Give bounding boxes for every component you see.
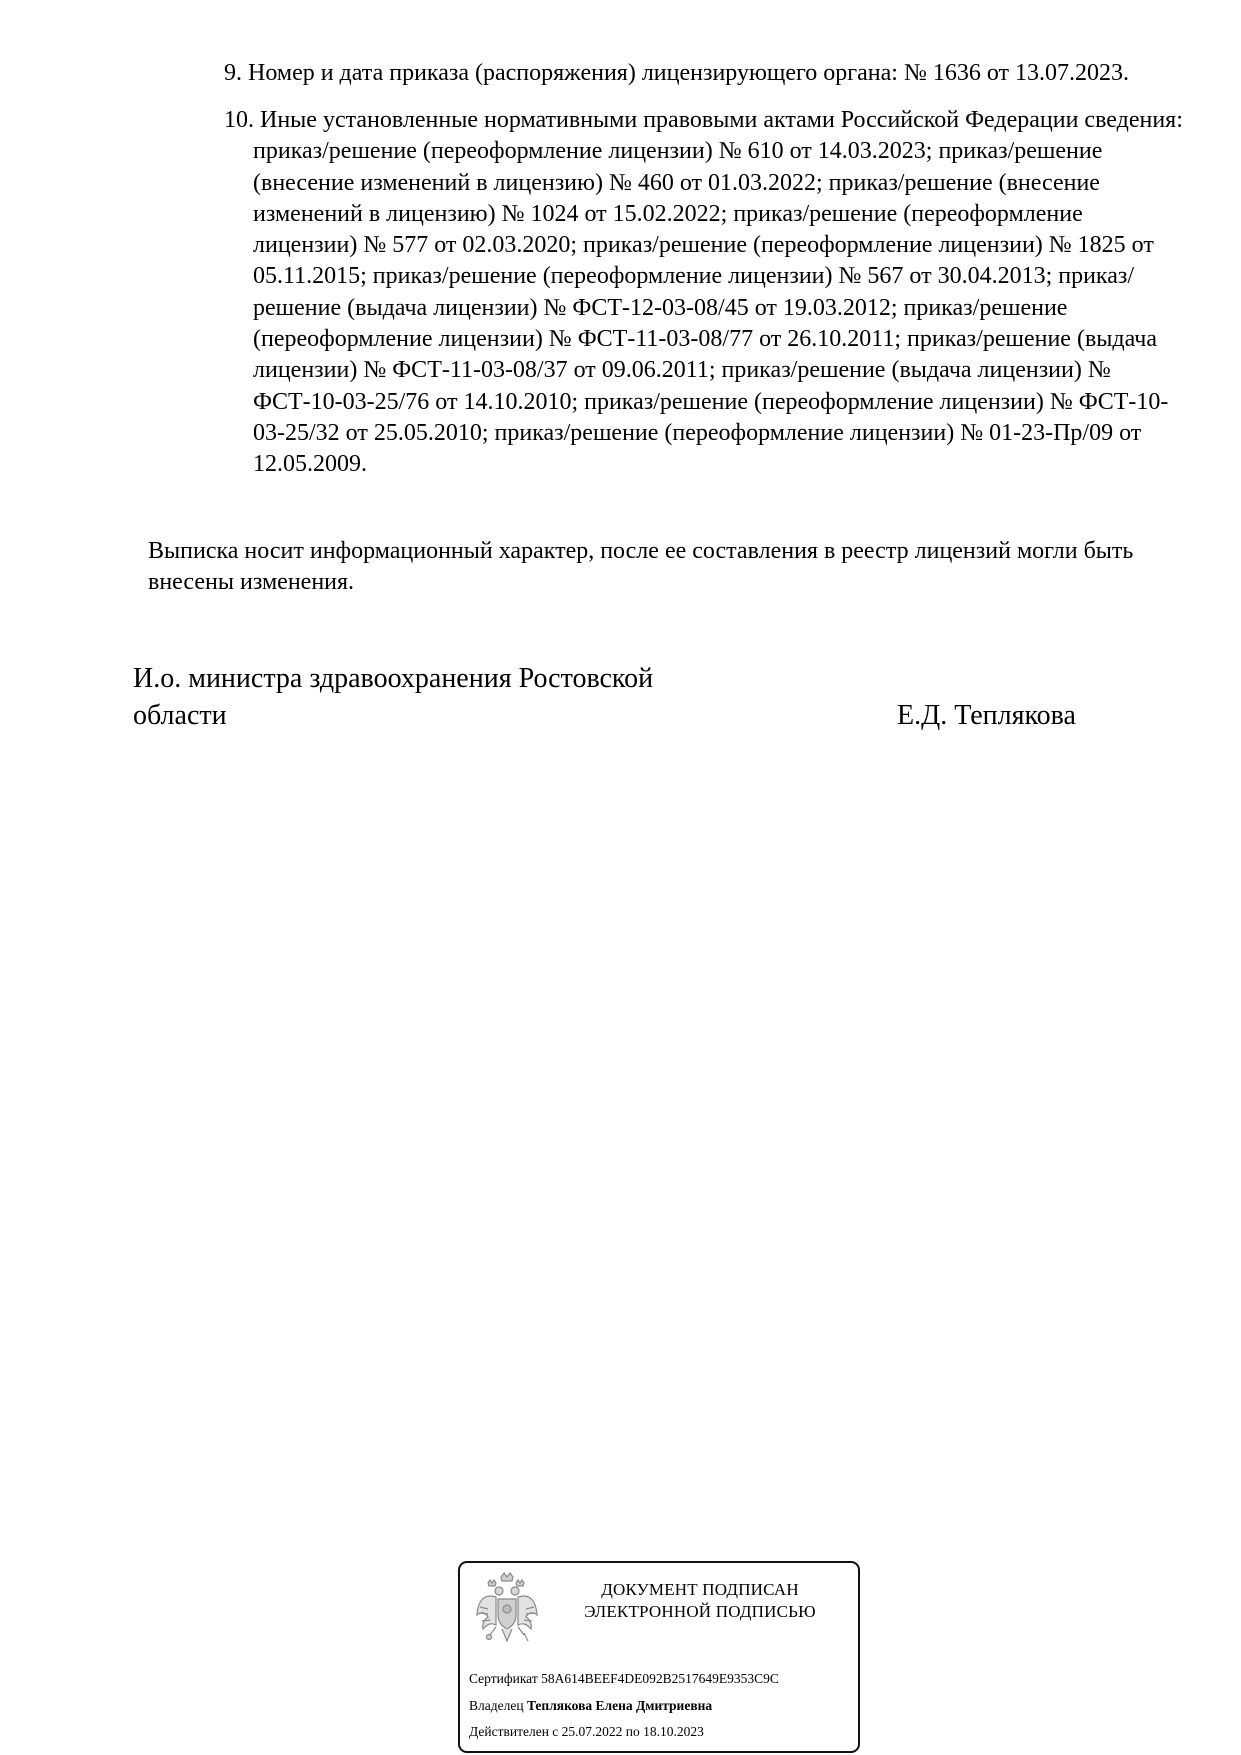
stamp-title bbox=[560, 1579, 840, 1623]
owner-label: Владелец bbox=[469, 1698, 524, 1713]
signatory-name: Е.Д. Теплякова bbox=[897, 700, 1076, 731]
item-10-text: Иные установленные нормативными правовыми актами Российской Федерации сведения: приказ/решение (переоформление лицензии) № 610 от 14.03.2023; приказ/решение (внесение изменений в лицензию) № 460 от 01.03.2022; приказ/решение (внесение изменений в лицензию) № 1024 от 15.02.2022; приказ/решение (переоформление лицензии) № 577 от 02.03.2020; приказ/решение (переоформление лицензии) № 1825 от 05.11.2015; приказ/решение (переоформление лицензии) № 567 от 30.04.2013; приказ/решение (выдача лицензии) № ФСТ-12-03-08/45 от 19.03.2012; приказ/решение (переоформление лицензии) № ФСТ-11-03-08/77 от 26.10.2011; приказ/решение (выдача лицензии) № ФСТ-11-03-08/37 от 09.06.2011; приказ/решение (выдача лицензии) № ФСТ-10-03-25/76 от 14.10.2010; приказ/решение (переоформление лицензии) № ФСТ-10-03-25/32 от 25.05.2010; приказ/решение (переоформление лицензии) № 01-23-Пр/09 от 12.05.2009. bbox=[253, 107, 1183, 478]
owner-line bbox=[469, 1697, 712, 1715]
owner-value: Теплякова Елена Дмитриевна bbox=[526, 1698, 713, 1713]
certificate-label: Сертификат bbox=[469, 1671, 538, 1686]
certificate-value: 58A614BEEF4DE092B2517649E9353C9C bbox=[541, 1671, 779, 1686]
stamp-title-line-1: ДОКУМЕНТ ПОДПИСАН bbox=[601, 1580, 799, 1599]
stamp-title-line-2: ЭЛЕКТРОННОЙ ПОДПИСЬЮ bbox=[584, 1602, 816, 1621]
item-9-text: Номер и дата приказа (распоряжения) лицензирующего органа: № 1636 от 13.07.2023. bbox=[248, 60, 1130, 86]
russian-coat-of-arms-icon bbox=[474, 1571, 540, 1647]
item-9-number: 9. bbox=[224, 60, 242, 86]
item-9 bbox=[224, 58, 1184, 89]
validity-line: Действителен с 25.07.2022 по 18.10.2023 bbox=[469, 1724, 704, 1739]
signatory-position: И.о. министра здравоохранения Ростовской области bbox=[133, 663, 654, 731]
electronic-signature-stamp bbox=[458, 1561, 860, 1753]
certificate-line bbox=[469, 1670, 779, 1688]
item-10-number: 10. bbox=[224, 107, 254, 133]
item-10 bbox=[224, 105, 1184, 481]
informational-notice: Выписка носит информационный характер, после ее составления в реестр лицензий могли быть внесены изменения. bbox=[148, 538, 1134, 596]
